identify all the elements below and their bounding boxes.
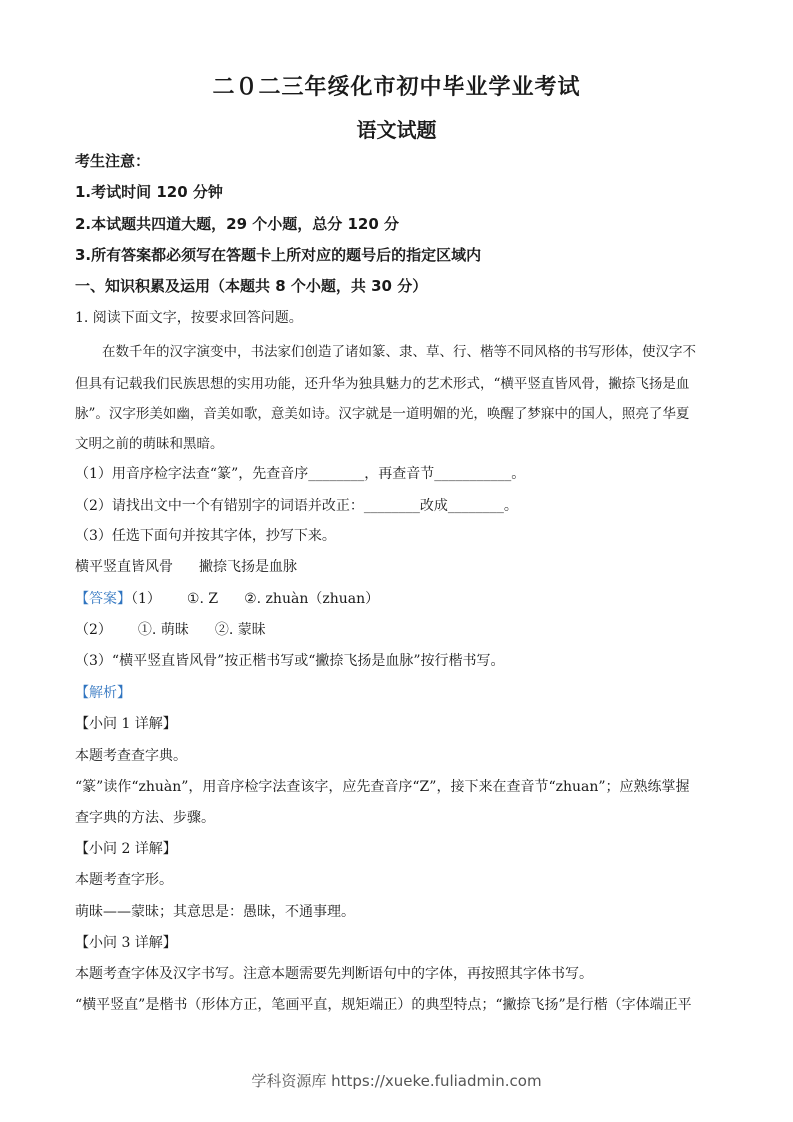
- notice-item: 2.本试题共四道大题，29 个小题，总分 120 分: [75, 215, 399, 233]
- question-intro: 1. 阅读下面文字，按要求回答问题。: [75, 310, 303, 326]
- passage-line: 文明之前的萌昧和黑暗。: [75, 436, 224, 452]
- page-title: 二０二三年绥化市初中毕业学业考试: [212, 75, 581, 100]
- notice-item: 3.所有答案都必须写在答题卡上所对应的题号后的指定区域内: [75, 246, 482, 264]
- detail-text: “篆”读作“zhuàn”，用音序检字法查该字，应先查音序“Z”，接下来在查音节“zhuan”；应熟练掌握: [75, 779, 690, 795]
- passage-line: 脉”。汉字形美如幽，音美如歌，意美如诗。汉字就是一道明媚的光，唤醒了梦寐中的国人，照亮了华夏: [75, 406, 690, 422]
- analysis-tag: 【解析】: [75, 685, 131, 701]
- detail-text: 本题考查字形。: [75, 872, 173, 888]
- notice-heading: 考生注意：: [75, 152, 151, 170]
- page-subtitle: 语文试题: [356, 118, 437, 142]
- phrase-row: [75, 556, 297, 576]
- detail-heading: 【小问 2 详解】: [75, 841, 177, 857]
- answer-prefix: （1）: [131, 591, 161, 607]
- detail-text: “横平竖直”是楷书（形体方正，笔画平直，规矩端正）的典型特点；“撇捺飞扬”是行楷（字体端正平: [75, 997, 692, 1013]
- answer-row-3: （3）“横平竖直皆风骨”按正楷书写或“撇捺飞扬是血脉”按行楷书写。: [75, 653, 505, 669]
- answer-prefix: （2）: [75, 622, 112, 638]
- detail-heading: 【小问 1 详解】: [75, 716, 177, 732]
- subquestion: （3）任选下面句并按其字体，抄写下来。: [75, 528, 336, 544]
- phrase-b: 撇捺飞扬是血脉: [199, 559, 297, 575]
- detail-heading: 【小问 3 详解】: [75, 935, 177, 951]
- answer-part: ①. Z: [186, 591, 219, 607]
- phrase-a: 横平竖直皆风骨: [75, 559, 173, 575]
- detail-text: 萌昧——蒙昧；其意思是：愚昧，不通事理。: [75, 904, 355, 920]
- notice-item: 1.考试时间 120 分钟: [75, 183, 223, 201]
- section-heading: 一、知识积累及运用（本题共 8 个小题，共 30 分）: [75, 277, 428, 295]
- detail-text: 本题考查查字典。: [75, 748, 187, 764]
- subquestion: （2）请找出文中一个有错别字的词语并改正：________改成________。: [75, 498, 518, 514]
- passage-line: 在数千年的汉字演变中，书法家们创造了诸如篆、隶、草、行、楷等不同风格的书写形体，使汉字不: [102, 344, 696, 360]
- answer-tag: 【答案】: [75, 591, 131, 607]
- answer-part: ②. zhuàn（zhuan）: [244, 591, 380, 607]
- subquestion: （1）用音序检字法查“篆”，先查音序________，再查音节___________。: [75, 466, 526, 482]
- detail-text: 查字典的方法、步骤。: [75, 810, 215, 826]
- footer-watermark: 学科资源库 https://xueke.fuliadmin.com: [251, 1072, 542, 1090]
- answer-part: ①. 萌昧: [137, 622, 189, 638]
- passage-line: 但具有记载我们民族思想的实用功能，还升华为独具魅力的艺术形式，“横平竖直皆风骨，撇捺飞扬是血: [75, 376, 690, 392]
- detail-text: 本题考查字体及汉字书写。注意本题需要先判断语句中的字体，再按照其字体书写。: [75, 966, 593, 982]
- answer-part: ②. 蒙昧: [214, 622, 266, 638]
- answer-row-1: [75, 588, 379, 608]
- answer-row-2: [75, 619, 266, 639]
